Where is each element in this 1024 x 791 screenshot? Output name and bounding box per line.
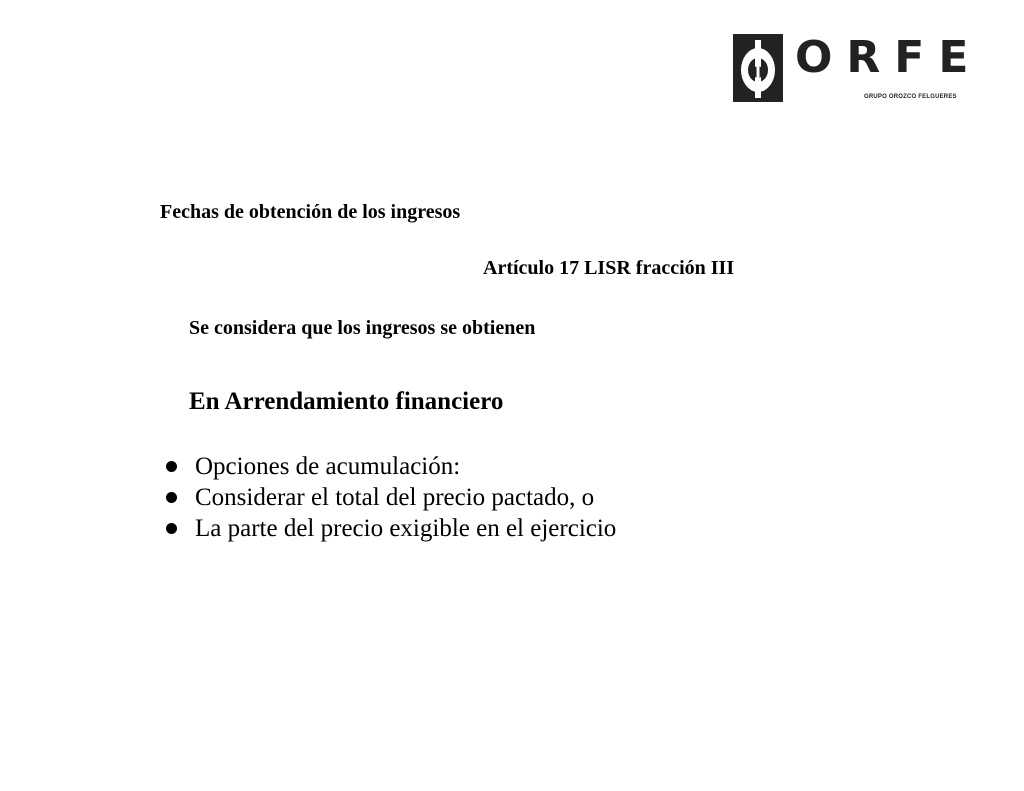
list-item — [162, 451, 616, 482]
logo-wordmark: ORFE — [795, 32, 983, 83]
list-item-text: La parte del precio exigible en el ejercicio — [195, 515, 617, 542]
bullet-dot-icon — [166, 492, 177, 503]
logo-subtitle: GRUPO OROZCO FELGUERES — [864, 94, 957, 100]
subheading: En Arrendamiento financiero — [189, 388, 504, 415]
bullet-dot-icon — [166, 523, 177, 534]
orfe-phi-emblem-icon — [733, 34, 783, 102]
list-item — [162, 482, 616, 513]
article-reference: Artículo 17 LISR fracción III — [483, 257, 735, 279]
list-item-text: Considerar el total del precio pactado, o — [195, 484, 595, 511]
bullet-list — [162, 451, 616, 544]
bullet-dot-icon — [166, 461, 177, 472]
slide-heading: Fechas de obtención de los ingresos — [160, 201, 461, 223]
company-logo — [733, 32, 983, 104]
list-item — [162, 513, 616, 544]
list-item-text: Opciones de acumulación: — [195, 453, 461, 480]
intro-text: Se considera que los ingresos se obtienen — [189, 317, 536, 339]
